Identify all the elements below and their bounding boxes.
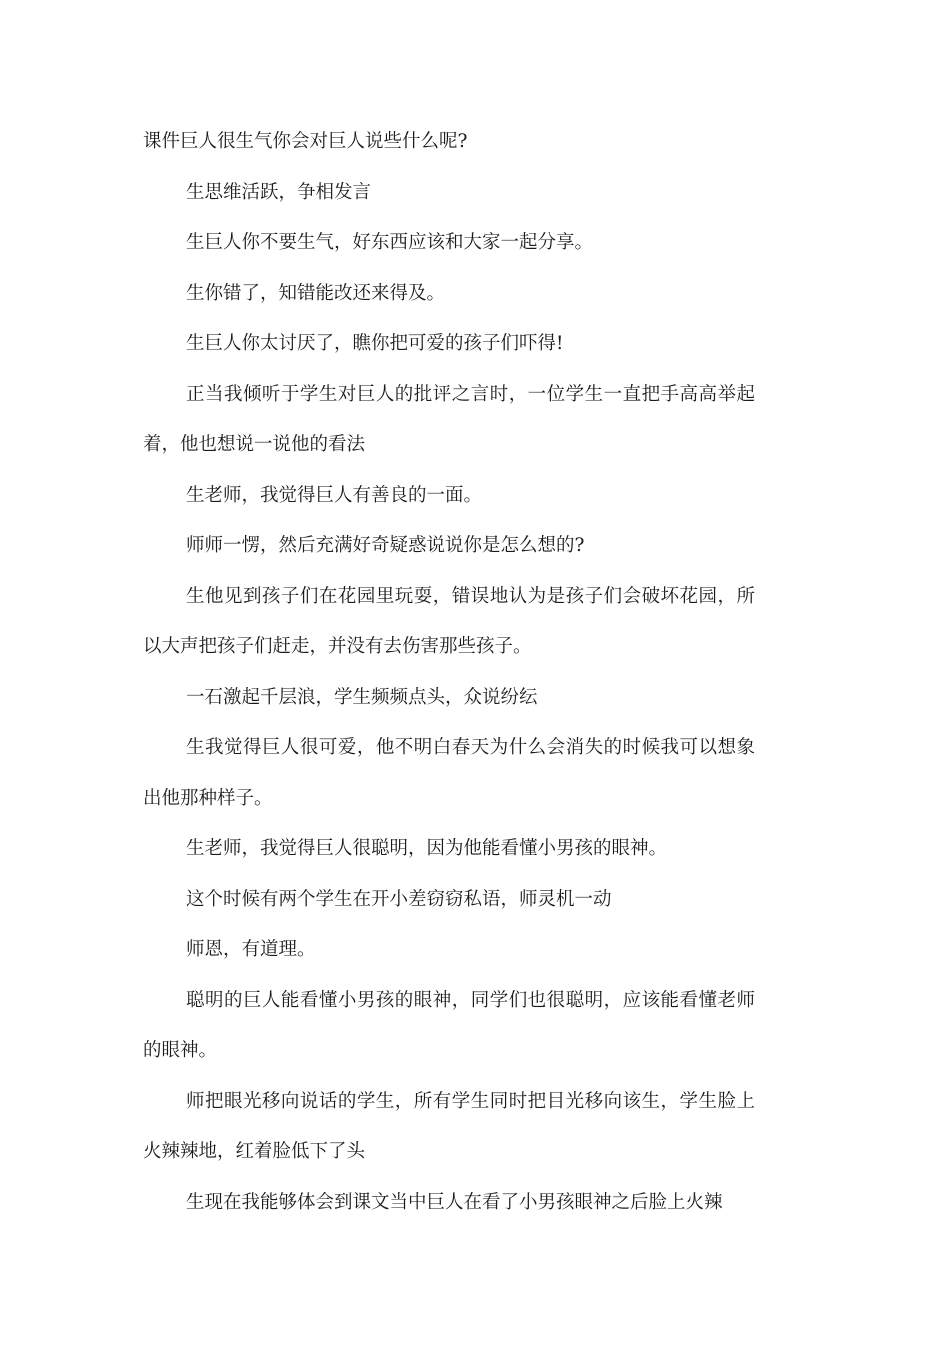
paragraph: 生现在我能够体会到课文当中巨人在看了小男孩眼神之后脸上火辣	[186, 1191, 723, 1213]
paragraph: 师恩，有道理。	[186, 939, 316, 960]
paragraph: 这个时候有两个学生在开小差窃窃私语，师灵机一动	[186, 888, 612, 910]
paragraph: 一石激起千层浪，学生频频点头，众说纷纭	[186, 686, 538, 708]
paragraph: 生巨人你不要生气，好东西应该和大家一起分享。	[186, 232, 594, 253]
paragraph: 生我觉得巨人很可爱，他不明白春天为什么会消失的时候我可以想象出他那种样子。	[143, 737, 755, 809]
paragraph: 课件巨人很生气你会对巨人说些什么呢?	[143, 131, 468, 152]
paragraph: 生老师，我觉得巨人很聪明，因为他能看懂小男孩的眼神。	[186, 838, 668, 859]
paragraph: 师把眼光移向说话的学生，所有学生同时把目光移向该生，学生脸上火辣辣地，红着脸低下了头	[143, 1090, 755, 1162]
paragraph: 正当我倾听于学生对巨人的批评之言时，一位学生一直把手高高举起着，他也想说一说他的看法	[143, 383, 755, 455]
paragraph: 聪明的巨人能看懂小男孩的眼神，同学们也很聪明，应该能看懂老师的眼神。	[143, 989, 755, 1061]
paragraph: 生他见到孩子们在花园里玩耍，错误地认为是孩子们会破坏花园，所以大声把孩子们赶走，并没有去伤害那些孩子。	[143, 585, 755, 657]
paragraph: 生巨人你太讨厌了，瞧你把可爱的孩子们吓得!	[186, 333, 564, 354]
document-body	[143, 117, 755, 1228]
paragraph: 生思维活跃，争相发言	[186, 181, 372, 203]
paragraph: 师师一愣，然后充满好奇疑惑说说你是怎么想的?	[186, 535, 585, 556]
paragraph: 生老师，我觉得巨人有善良的一面。	[186, 484, 483, 506]
paragraph: 生你错了，知错能改还来得及。	[186, 282, 446, 304]
